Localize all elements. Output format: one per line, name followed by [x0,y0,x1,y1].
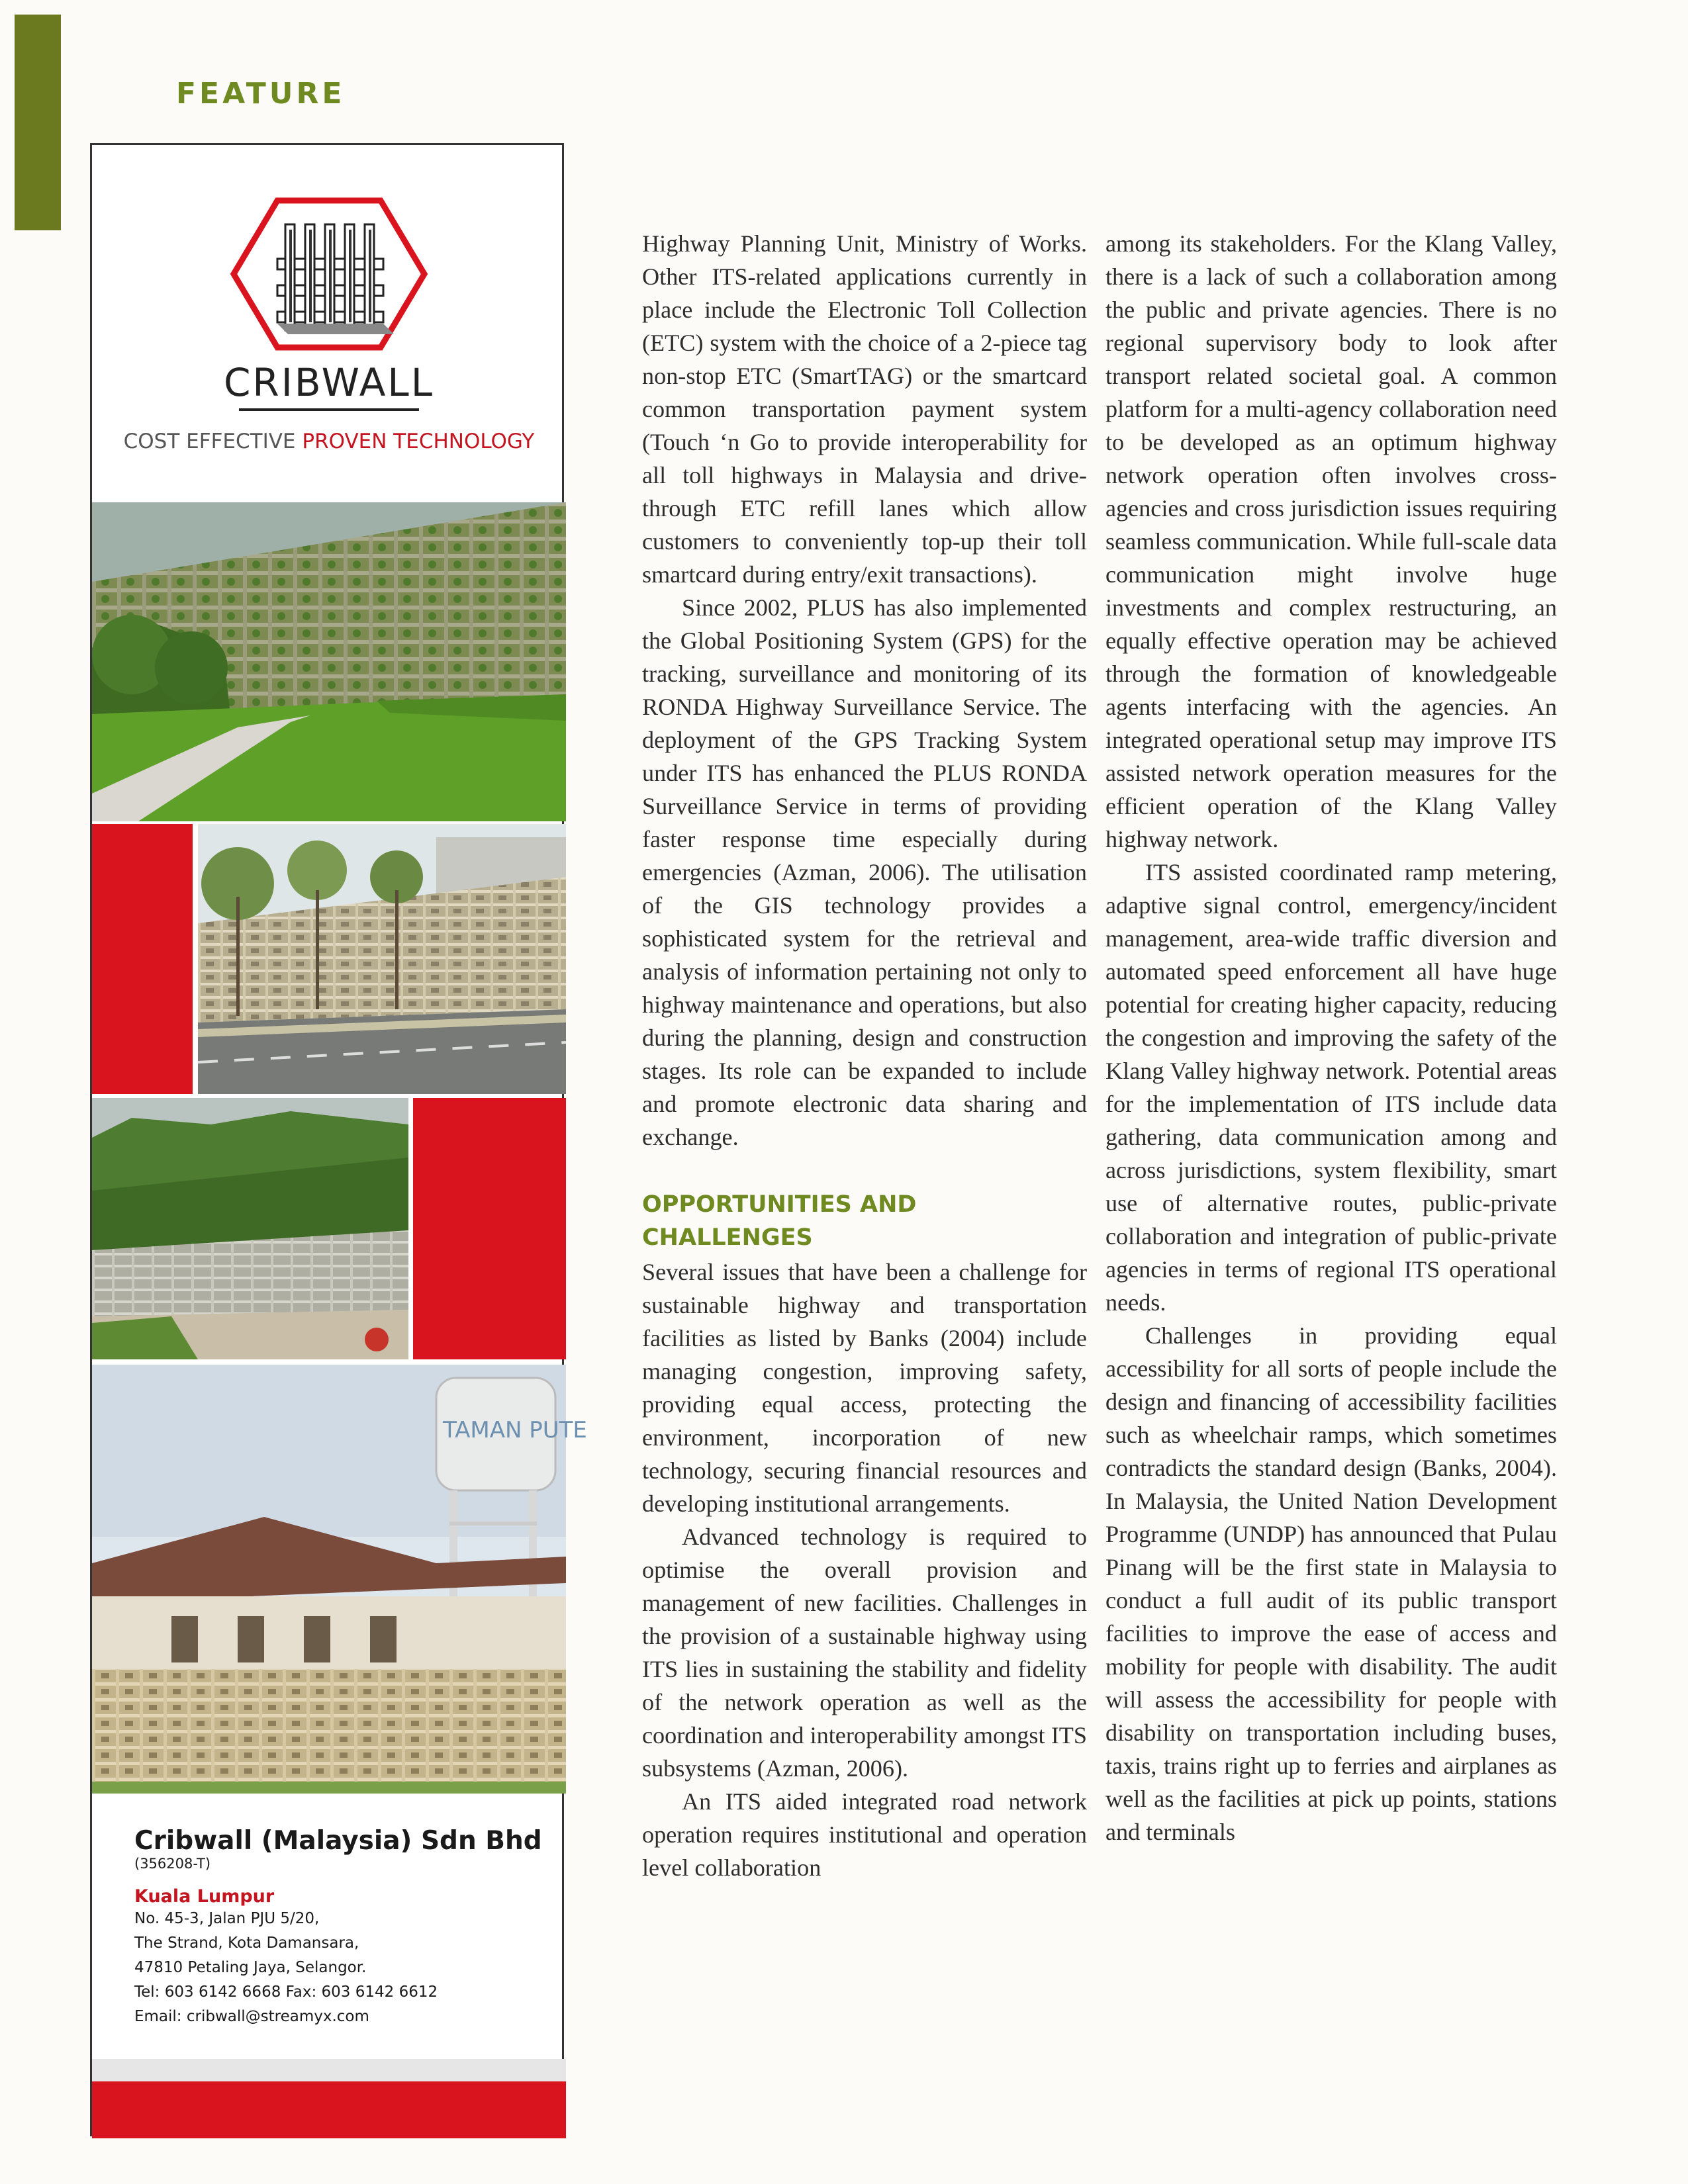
advertisement [90,143,587,2136]
tagline-part2: PROVEN TECHNOLOGY [302,430,535,453]
photo-roadside-cribwall [198,824,566,1094]
office-city: Kuala Lumpur [134,1886,275,1907]
address-line: The Strand, Kota Damansara, [134,1934,359,1952]
tower-text: TAMAN PUTE [443,1417,587,1443]
company-details [134,1826,558,2029]
paragraph: Since 2002, PLUS has also implemented the Global Positioning System (GPS) for the tracking, surveillance and monitoring of its RONDA Highway Surveillance Service. The deployment of the GPS Tracking System under ITS has enhanced the PLUS RONDA Surveillance Service in terms of providing faster response time especially during emergencies (Azman, 2006). The utilisation of the GIS technology provides a sophisticated system for the retrieval and analysis of information pertaining not only to highway maintenance and operations, but also during the planning, design and construction stages. Its role can be expanded to include and promote electronic data sharing and exchange. [642,594,1087,1150]
paragraph: Several issues that have been a challenge for sustainable highway and transportation facilities as listed by Banks (2004) include managing congestion, improving safety, providing equal access, protecting the environment, incorporation of new technology, securing financial resources and developing institutional arrangements. [642,1259,1087,1517]
photo-green-cribwall [92,502,566,821]
paragraph: Advanced technology is required to optimise the overall provision and management of new facilities. Challenges in the provision of a sustainable highway using ITS lies in sustaining the stability and fidelity of the network operation as well as the coordination and interoperability amongst ITS subsystems (Azman, 2006). [642,1524,1087,1782]
cribwall-logo-icon [231,198,427,350]
sidebar-color-bar [15,15,61,230]
address-line: No. 45-3, Jalan PJU 5/20, [134,1910,320,1927]
brand-name: CRIBWALL [223,360,435,405]
paragraph: ITS assisted coordinated ramp metering, adaptive signal control, emergency/incident management, area-wide traffic diversion and automated speed enforcement all have huge potential for creating higher capacity, reducing the congestion and improving the safety of the Klang Valley highway network. Potential areas for the implementation of ITS include data gathering, data communication among and across jurisdictions, system flexibility, smart use of alternative routes, public-private collaboration and integration of public-private agencies in terms of regional ITS operational needs. [1105,859,1557,1316]
brand-underline [239,408,419,411]
article-column-2 [1105,227,1557,1848]
company-reg: (356208-T) [134,1856,211,1872]
ad-footer-red [92,2081,566,2138]
paragraph: An ITS aided integrated road network operation requires institutional and operation level collaboration [642,1788,1087,1881]
photo-building-cribwall [92,1365,587,1794]
email-line: Email: cribwall@streamyx.com [134,2008,369,2025]
red-accent-block [92,824,193,1094]
address-line: 47810 Petaling Jaya, Selangor. [134,1959,367,1976]
tagline-part1: COST EFFECTIVE [123,430,296,453]
paragraph: Challenges in providing equal accessibility for all sorts of people include the design and financing of accessibility facilities such as wheelchair ramps, which sometimes contradicts the standard design (Banks, 2004). In Malaysia, the United Nation Development Programme (UNDP) has announced that Pulau Pinang will be the first state in Malaysia to conduct a full audit of its public transport facilities to improve the ease of access and mobility for people with disability. The audit will assess the accessibility for people with disability on transportation including buses, taxis, trains right up to ferries and airplanes as well as the facilities at pick up points, stations and terminals [1105,1322,1557,1845]
company-name: Cribwall (Malaysia) Sdn Bhd [134,1826,542,1856]
paragraph: Highway Planning Unit, Ministry of Works. Other ITS-related applications currently in place include the Electronic Toll Collection (ETC) system with the choice of a 2-piece tag non-stop ETC (SmartTAG) or the smartcard common transportation payment system (Touch ‘n Go to provide interoperability for all toll highways in Malaysia and drive-through ETC refill lanes which allow customers to conveniently top-up their toll smartcard during entry/exit transactions). [642,230,1087,588]
paragraph: among its stakeholders. For the Klang Valley, there is a lack of such a collaboration among the public and private agencies. There is no regional supervisory body to look after transport related societal goal. A common platform for a multi-agency collaboration need to be developed as an optimum highway network operation often involves cross-agencies and cross jurisdiction issues requiring seamless communication. While full-scale data communication might involve huge investments and complex restructuring, an equally effective operation may be achieved through the formation of knowledgeable agents interfacing with the agencies. An integrated operational setup may improve ITS assisted network operation measures for the efficient operation of the Klang Valley highway network. [1105,230,1557,852]
article-column-1 [642,227,1087,1884]
section-heading: OPPORTUNITIES AND CHALLENGES [642,1191,917,1251]
ad-footer-grey [92,2059,566,2081]
section-label: FEATURE [176,77,346,111]
tagline [92,430,566,453]
red-accent-block-2 [413,1098,566,1359]
contact-line: Tel: 603 6142 6668 Fax: 603 6142 6612 [134,1983,438,2001]
photo-hillside-cribwall [92,1098,408,1359]
